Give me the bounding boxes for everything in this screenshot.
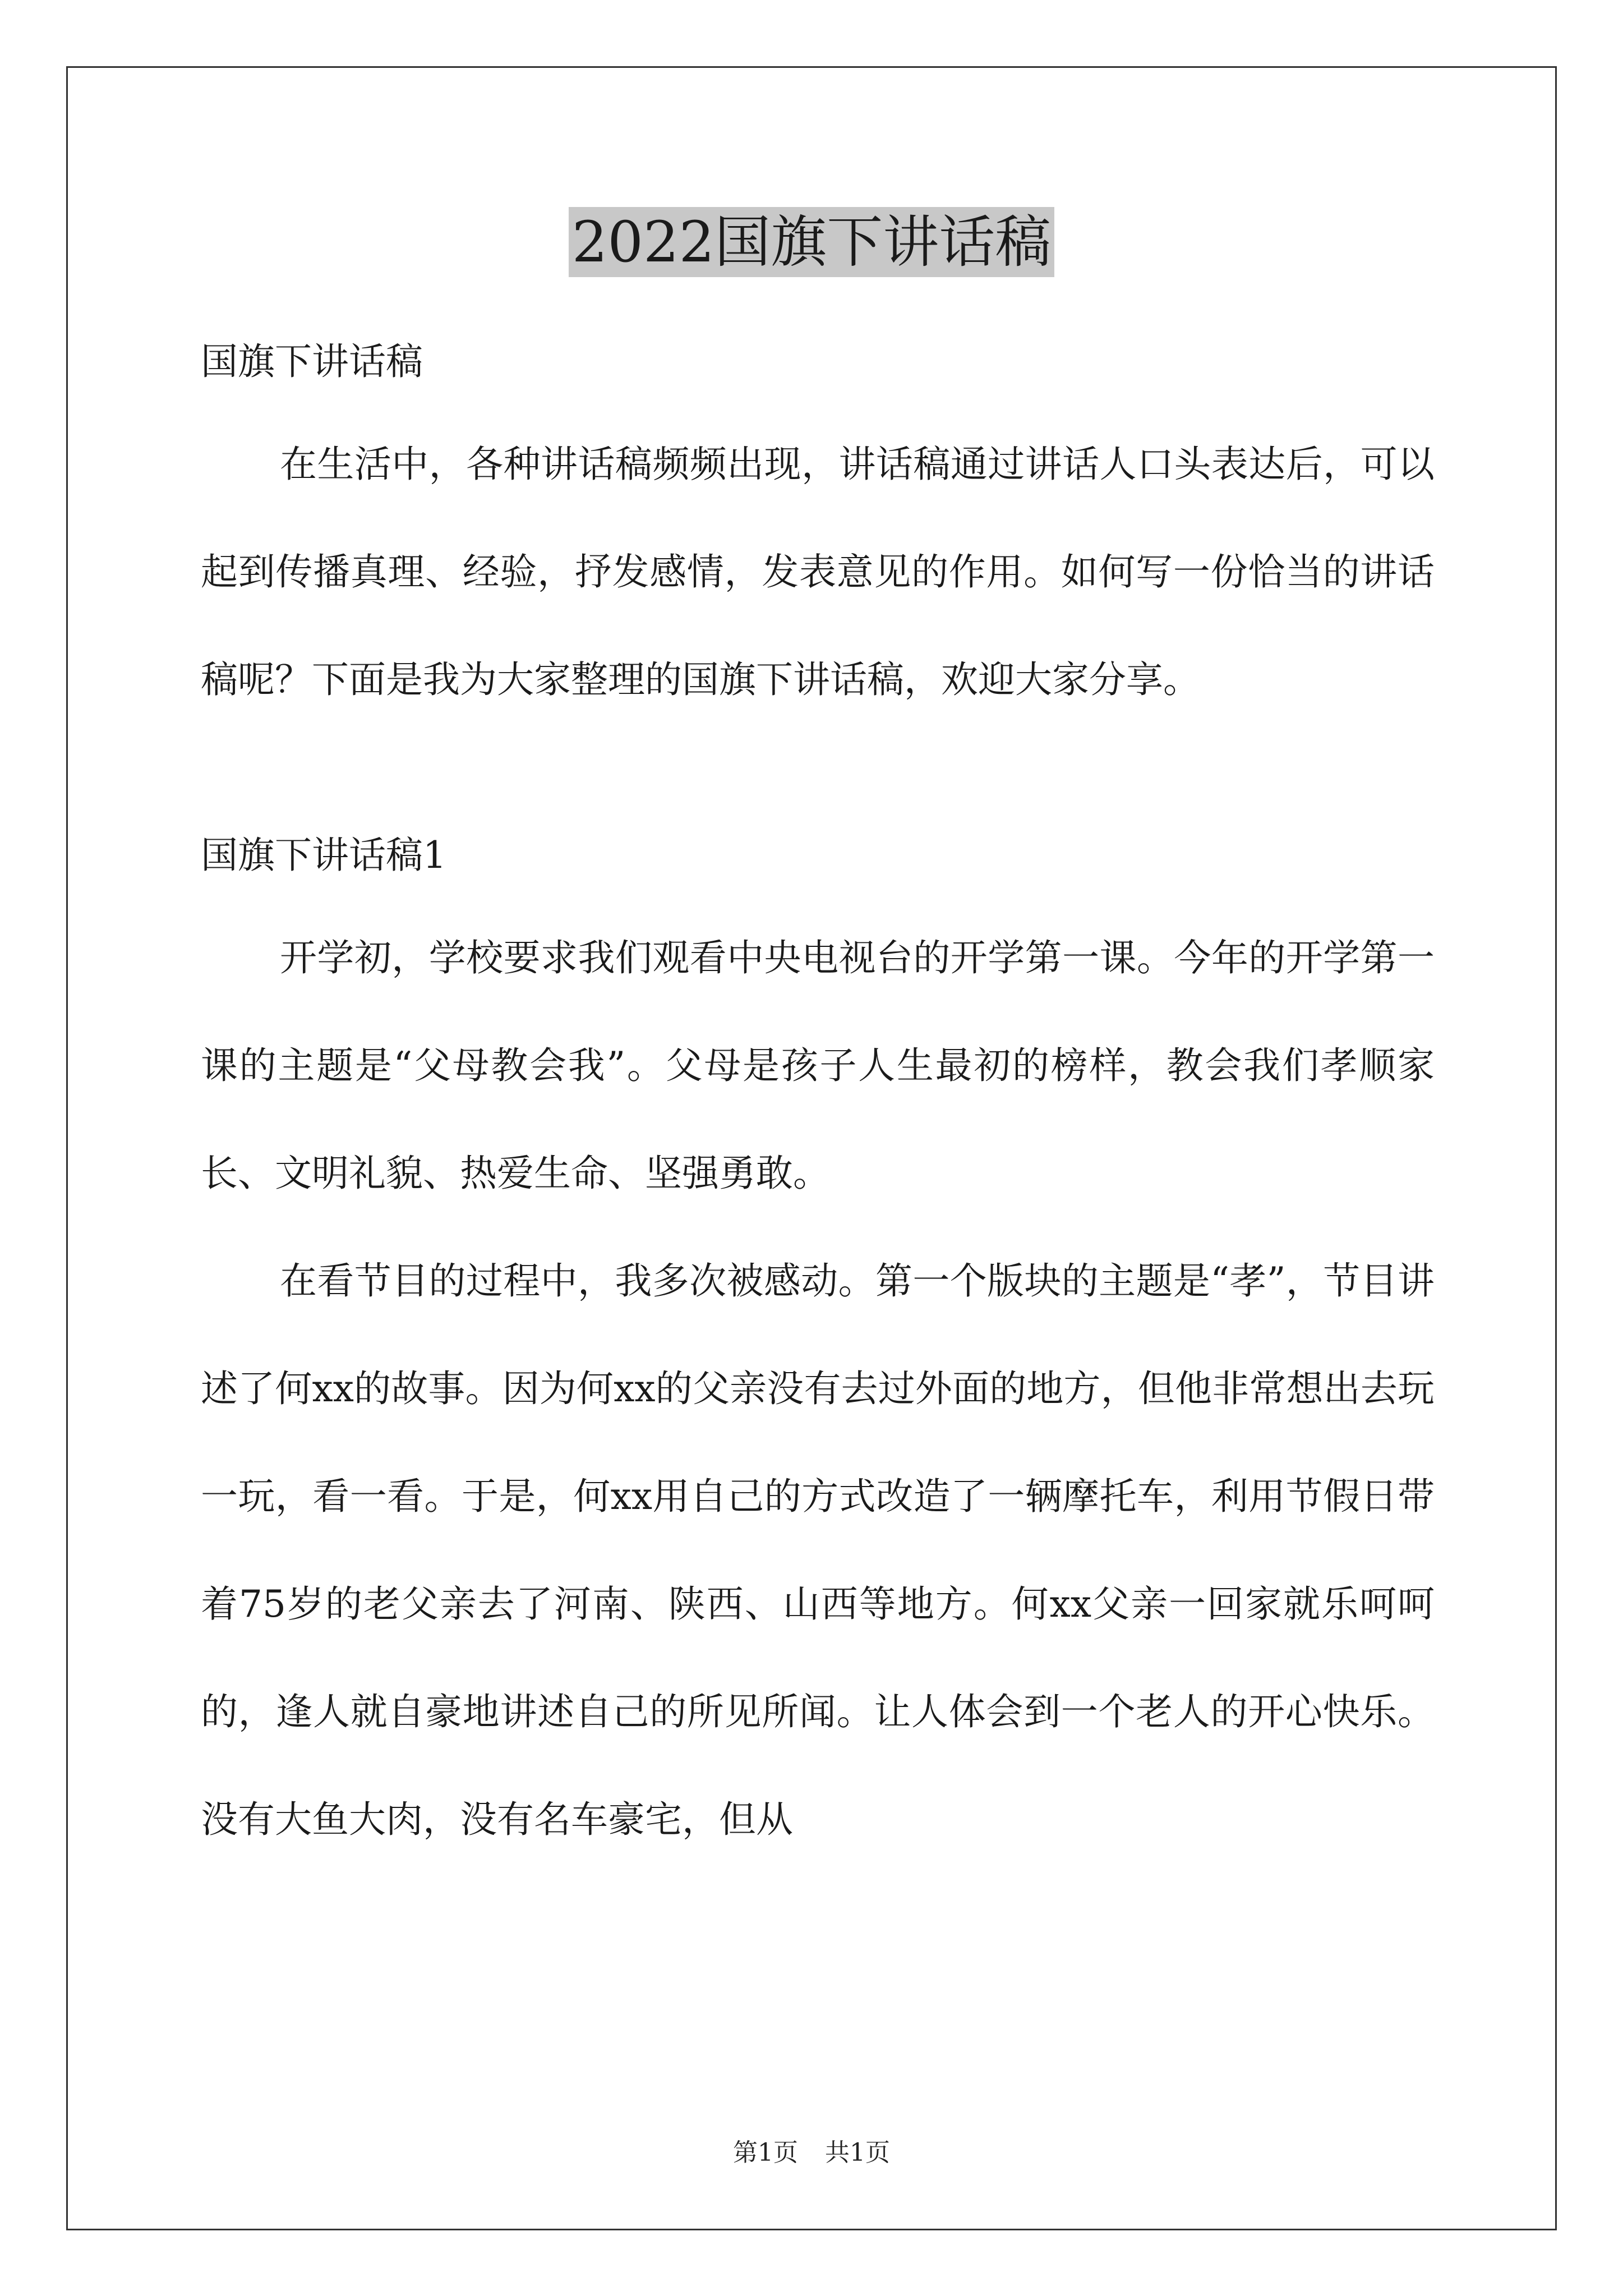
page-number: 第1页 <box>733 2138 798 2167</box>
page-footer <box>0 2136 1623 2170</box>
document-body <box>201 337 1435 1874</box>
section1-paragraph-2: 在看节目的过程中，我多次被感动。第一个版块的主题是“孝”，节目讲述了何xx的故事。因为何xx的父亲没有去过外面的地方，但他非常想出去玩一玩，看一看。于是，何xx用自己的方式改造了一辆摩托车，利用节假日带着75岁的老父亲去了河南、陕西、山西等地方。何xx父亲一回家就乐呵呵的，逢人就自豪地讲述自己的所见所闻。让人体会到一个老人的开心快乐。没有大鱼大肉，没有名车豪宅，但从 <box>201 1259 1435 1841</box>
page-total: 共1页 <box>825 2138 890 2167</box>
document-title-text: 2022国旗下讲话稿 <box>569 207 1055 277</box>
intro-heading: 国旗下讲话稿 <box>201 340 423 383</box>
document-title <box>0 203 1623 282</box>
intro-paragraph: 在生活中，各种讲话稿频频出现，讲话稿通过讲话人口头表达后，可以起到传播真理、经验，抒发感情，发表意见的作用。如何写一份恰当的讲话稿呢？下面是我为大家整理的国旗下讲话稿，欢迎大家分享。 <box>201 443 1435 701</box>
section1-heading: 国旗下讲话稿1 <box>201 834 446 877</box>
section1-paragraph-1: 开学初，学校要求我们观看中央电视台的开学第一课。今年的开学第一课的主题是“父母教会我”。父母是孩子人生最初的榜样，教会我们孝顺家长、文明礼貌、热爱生命、坚强勇敢。 <box>201 936 1435 1195</box>
